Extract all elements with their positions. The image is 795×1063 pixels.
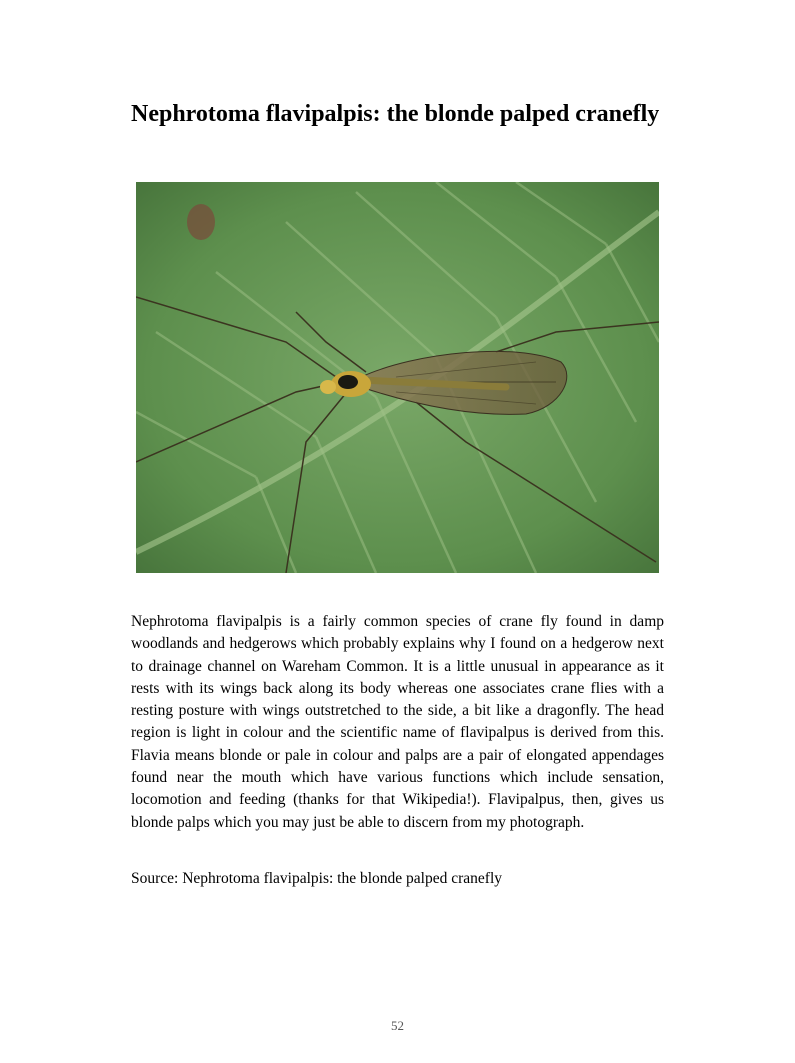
source-citation: Source: Nephrotoma flavipalpis: the blonde palped cranefly [131, 870, 503, 887]
article-title: Nephrotoma flavipalpis: the blonde palped cranefly [131, 101, 660, 127]
article-body: Nephrotoma flavipalpis is a fairly common species of crane fly found in damp woodlands and hedgerows which probably explains why I found on a hedgerow next to drainage channel on Wareham Common. It is a little unusual in appearance as it rests with its wings back along its body whereas one associates crane flies with a resting posture with wings outstretched to the side, a bit like a dragonfly. The head region is light in colour and the scientific name of flavipalpus is derived from this. Flavia means blonde or pale in colour and palps are a pair of elongated appendages found near the mouth which have various functions which include sensation, locomotion and feeding (thanks for that Wikipedia!). Flavipalpus, then, gives us blonde palps which you may just be able to discern from my photograph. [131, 613, 664, 831]
page-number: 52 [391, 1018, 404, 1033]
cranefly-photo [136, 182, 659, 573]
